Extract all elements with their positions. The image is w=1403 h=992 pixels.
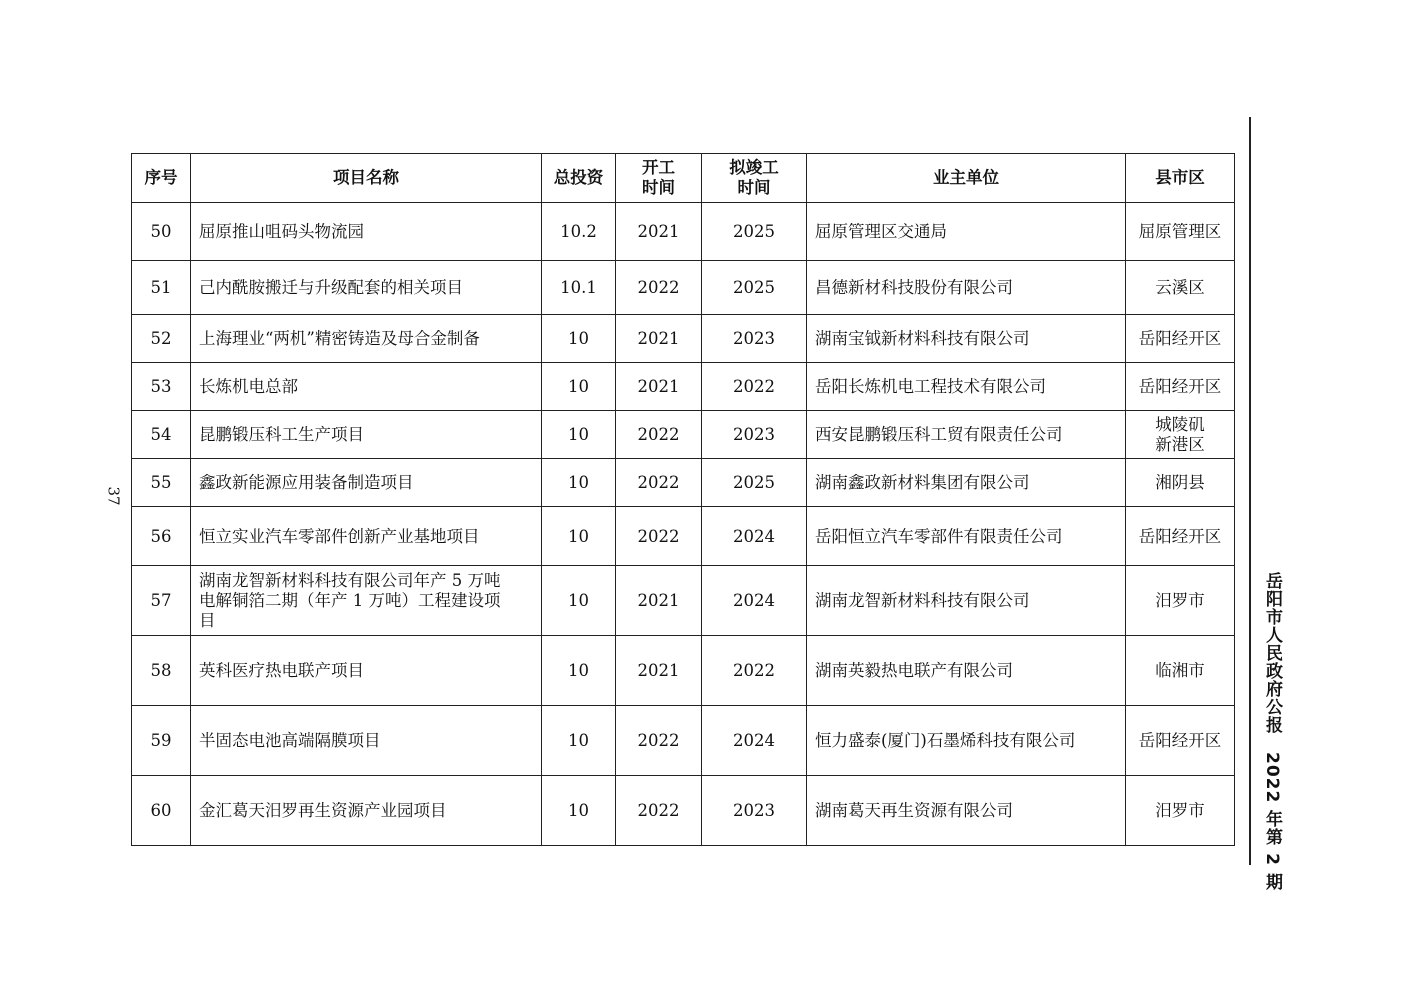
cell-end: 2022 <box>702 363 807 411</box>
cell-investment: 10 <box>542 507 616 566</box>
journal-title: 岳阳市人民政府公报 2022 年第 2 期 <box>1262 572 1282 891</box>
cell-start: 2021 <box>616 363 702 411</box>
cell-start: 2022 <box>616 411 702 459</box>
cell-name: 半固态电池高端隔膜项目 <box>191 706 542 776</box>
cell-district: 汨罗市 <box>1126 566 1235 636</box>
cell-seq: 57 <box>132 566 191 636</box>
cell-district <box>1126 411 1235 459</box>
cell-end: 2024 <box>702 706 807 776</box>
cell-owner: 湖南鑫政新材料集团有限公司 <box>807 459 1126 507</box>
table-header-row <box>132 154 1235 203</box>
cell-name: 昆鹏锻压科工生产项目 <box>191 411 542 459</box>
cell-investment: 10.1 <box>542 261 616 315</box>
table-row <box>132 776 1235 846</box>
cell-investment: 10 <box>542 706 616 776</box>
cell-seq: 56 <box>132 507 191 566</box>
header-investment: 总投资 <box>542 154 616 203</box>
table-row <box>132 203 1235 261</box>
cell-owner: 湖南英毅热电联产有限公司 <box>807 636 1126 706</box>
table-row <box>132 459 1235 507</box>
cell-name: 金汇葛天汨罗再生资源产业园项目 <box>191 776 542 846</box>
cell-owner: 屈原管理区交通局 <box>807 203 1126 261</box>
cell-seq: 59 <box>132 706 191 776</box>
cell-district: 湘阴县 <box>1126 459 1235 507</box>
cell-start: 2022 <box>616 507 702 566</box>
cell-end: 2023 <box>702 776 807 846</box>
cell-start: 2021 <box>616 203 702 261</box>
cell-seq: 50 <box>132 203 191 261</box>
cell-investment: 10 <box>542 636 616 706</box>
cell-seq: 52 <box>132 315 191 363</box>
cell-start: 2021 <box>616 566 702 636</box>
table-row <box>132 566 1235 636</box>
cell-name: 屈原推山咀码头物流园 <box>191 203 542 261</box>
header-end-time <box>702 154 807 203</box>
cell-end: 2025 <box>702 203 807 261</box>
cell-owner: 岳阳恒立汽车零部件有限责任公司 <box>807 507 1126 566</box>
cell-end: 2024 <box>702 507 807 566</box>
cell-district: 岳阳经开区 <box>1126 706 1235 776</box>
cell-district: 汨罗市 <box>1126 776 1235 846</box>
cell-name-line3: 目 <box>199 610 216 630</box>
header-name: 项目名称 <box>191 154 542 203</box>
table-row <box>132 315 1235 363</box>
cell-name: 长炼机电总部 <box>191 363 542 411</box>
header-start-line1: 开工 <box>642 158 675 177</box>
cell-name: 上海理业“两机”精密铸造及母合金制备 <box>191 315 542 363</box>
cell-owner: 岳阳长炼机电工程技术有限公司 <box>807 363 1126 411</box>
cell-district: 屈原管理区 <box>1126 203 1235 261</box>
cell-start: 2021 <box>616 636 702 706</box>
cell-end: 2025 <box>702 459 807 507</box>
header-seq: 序号 <box>132 154 191 203</box>
header-district: 县市区 <box>1126 154 1235 203</box>
cell-district-line1: 城陵矶 <box>1155 414 1205 434</box>
cell-end: 2022 <box>702 636 807 706</box>
table-row <box>132 507 1235 566</box>
cell-seq: 54 <box>132 411 191 459</box>
cell-investment: 10 <box>542 315 616 363</box>
cell-investment: 10 <box>542 776 616 846</box>
cell-investment: 10.2 <box>542 203 616 261</box>
project-table-container <box>131 153 1234 846</box>
cell-district: 岳阳经开区 <box>1126 315 1235 363</box>
header-owner: 业主单位 <box>807 154 1126 203</box>
cell-seq: 58 <box>132 636 191 706</box>
cell-investment: 10 <box>542 363 616 411</box>
cell-seq: 53 <box>132 363 191 411</box>
cell-seq: 51 <box>132 261 191 315</box>
project-table <box>131 153 1235 846</box>
cell-start: 2022 <box>616 459 702 507</box>
table-row <box>132 636 1235 706</box>
cell-end: 2024 <box>702 566 807 636</box>
cell-name <box>191 566 542 636</box>
cell-end: 2023 <box>702 315 807 363</box>
cell-district: 临湘市 <box>1126 636 1235 706</box>
cell-investment: 10 <box>542 459 616 507</box>
cell-name: 恒立实业汽车零部件创新产业基地项目 <box>191 507 542 566</box>
cell-investment: 10 <box>542 566 616 636</box>
header-start-time <box>616 154 702 203</box>
cell-district-line2: 新港区 <box>1155 434 1205 454</box>
cell-end: 2025 <box>702 261 807 315</box>
cell-name-line1: 湖南龙智新材料科技有限公司年产 5 万吨 <box>199 570 501 590</box>
cell-owner: 湖南龙智新材料科技有限公司 <box>807 566 1126 636</box>
page-number: 37 <box>104 486 123 506</box>
cell-district: 岳阳经开区 <box>1126 363 1235 411</box>
cell-start: 2021 <box>616 315 702 363</box>
cell-start: 2022 <box>616 706 702 776</box>
cell-name: 鑫政新能源应用装备制造项目 <box>191 459 542 507</box>
cell-seq: 60 <box>132 776 191 846</box>
cell-name: 英科医疗热电联产项目 <box>191 636 542 706</box>
cell-investment: 10 <box>542 411 616 459</box>
cell-owner: 湖南葛天再生资源有限公司 <box>807 776 1126 846</box>
cell-name-line2: 电解铜箔二期（年产 1 万吨）工程建设项 <box>199 590 501 610</box>
cell-district: 岳阳经开区 <box>1126 507 1235 566</box>
cell-owner: 湖南宝钺新材料科技有限公司 <box>807 315 1126 363</box>
header-end-line2: 时间 <box>737 178 771 197</box>
header-start-line2: 时间 <box>642 178 675 197</box>
table-row <box>132 411 1235 459</box>
cell-owner: 西安昆鹏锻压科工贸有限责任公司 <box>807 411 1126 459</box>
cell-start: 2022 <box>616 261 702 315</box>
cell-owner: 昌德新材科技股份有限公司 <box>807 261 1126 315</box>
table-row <box>132 261 1235 315</box>
table-row <box>132 363 1235 411</box>
cell-owner: 恒力盛泰(厦门)石墨烯科技有限公司 <box>807 706 1126 776</box>
cell-start: 2022 <box>616 776 702 846</box>
header-end-line1: 拟竣工 <box>729 158 779 177</box>
cell-end: 2023 <box>702 411 807 459</box>
table-row <box>132 706 1235 776</box>
cell-name: 己内酰胺搬迁与升级配套的相关项目 <box>191 261 542 315</box>
cell-seq: 55 <box>132 459 191 507</box>
cell-district: 云溪区 <box>1126 261 1235 315</box>
